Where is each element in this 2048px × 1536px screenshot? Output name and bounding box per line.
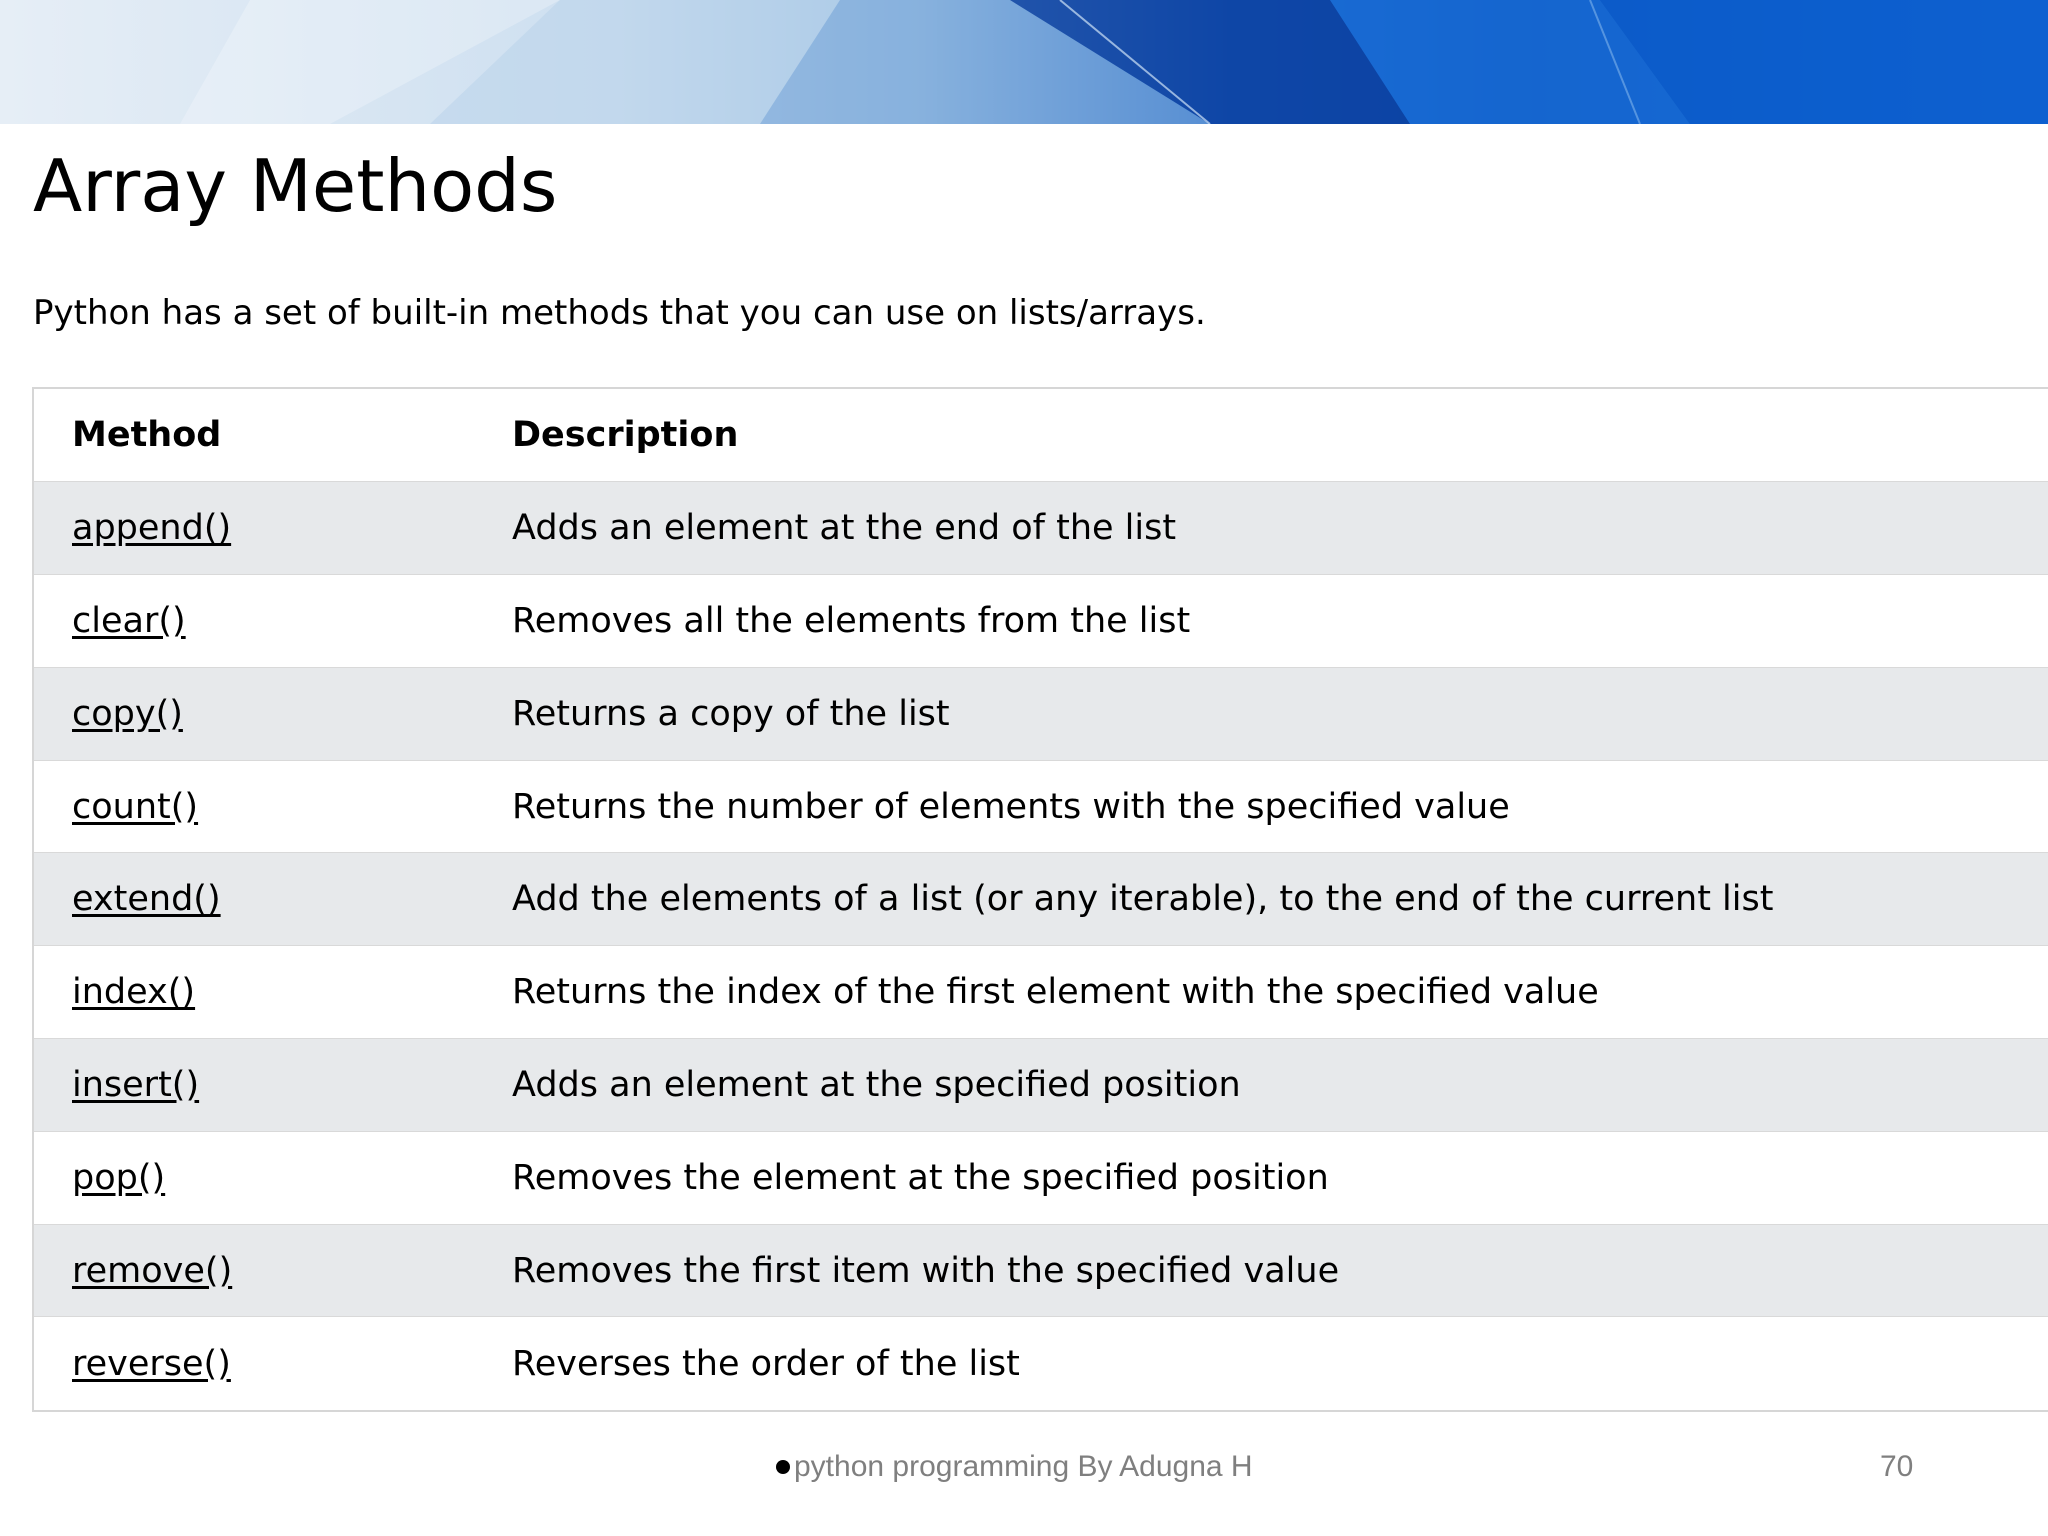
method-description: Returns the number of elements with the specified value (512, 760, 2048, 853)
page-title: Array Methods (33, 144, 558, 228)
footer-text: python programming By Adugna H (794, 1450, 1253, 1483)
header-banner (0, 0, 2048, 124)
method-link-copy[interactable]: copy() (72, 693, 183, 734)
method-description: Adds an element at the end of the list (512, 482, 2048, 575)
table-row (34, 853, 2048, 946)
method-description: Removes the element at the specified position (512, 1131, 2048, 1224)
intro-text: Python has a set of built-in methods that you can use on lists/arrays. (33, 293, 1206, 333)
method-link-index[interactable]: index() (72, 972, 196, 1013)
method-description: Returns a copy of the list (512, 667, 2048, 760)
method-link-clear[interactable]: clear() (72, 600, 186, 641)
method-link-extend[interactable]: extend() (72, 879, 221, 920)
method-link-remove[interactable]: remove() (72, 1250, 233, 1291)
method-link-insert[interactable]: insert() (72, 1064, 200, 1105)
column-header-method: Method (34, 389, 512, 482)
bullet-icon (776, 1460, 790, 1474)
method-description: Reverses the order of the list (512, 1343, 1020, 1384)
method-link-count[interactable]: count() (72, 786, 199, 827)
table-row (34, 667, 2048, 760)
table-row (34, 1224, 2048, 1317)
footer (776, 1450, 1253, 1484)
method-link-pop[interactable]: pop() (72, 1157, 166, 1198)
table-header-row (34, 389, 2048, 482)
table-row (34, 760, 2048, 853)
method-description: Removes the first item with the specified value (512, 1224, 2048, 1317)
method-description: Removes all the elements from the list (512, 575, 2048, 668)
column-header-description: Description (512, 389, 2048, 482)
table-row (34, 482, 2048, 575)
method-description: Add the elements of a list (or any iterable), to the end of the current list (512, 853, 2048, 946)
methods-table (32, 387, 2048, 1412)
page-number: 70 (1880, 1450, 1914, 1483)
method-link-reverse[interactable]: reverse() (72, 1343, 231, 1384)
table-row (34, 1131, 2048, 1224)
method-description: Returns the index of the first element with the specified value (512, 946, 2048, 1039)
table-row (34, 575, 2048, 668)
table-row (34, 946, 2048, 1039)
table-row (34, 1039, 2048, 1132)
method-link-append[interactable]: append() (72, 508, 232, 549)
method-description: Adds an element at the specified position (512, 1039, 2048, 1132)
table-row (34, 1317, 2048, 1410)
